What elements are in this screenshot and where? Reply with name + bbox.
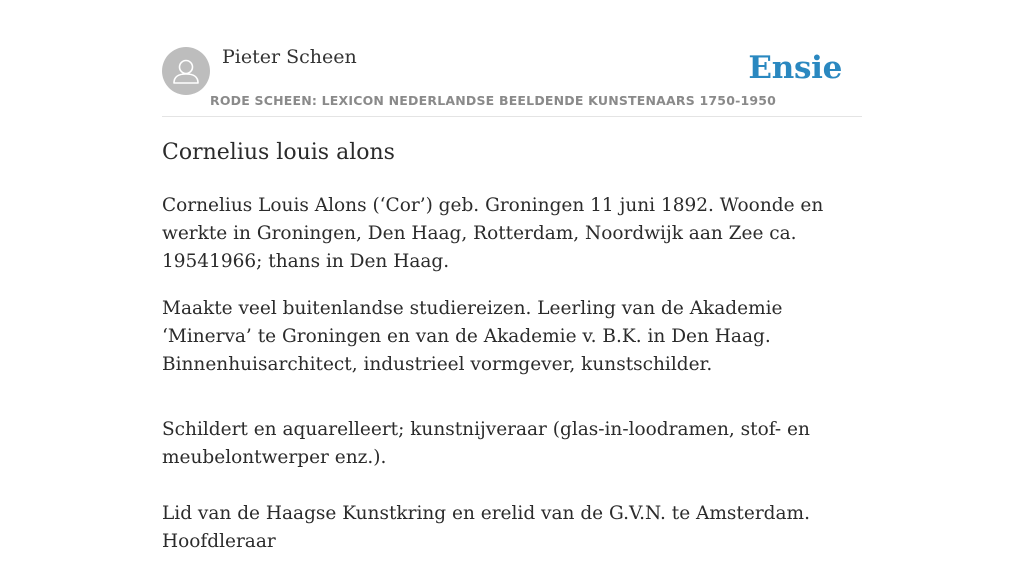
article-title: Cornelius louis alons [162,140,395,165]
author-avatar[interactable] [162,47,210,95]
source-title[interactable]: RODE SCHEEN: LEXICON NEDERLANDSE BEELDENDE KUNSTENAARS 1750-1950 [210,93,777,108]
article-body [162,192,862,575]
author-name[interactable]: Pieter Scheen [222,46,357,68]
paragraph: Maakte veel buitenlandse studiereizen. Leerling van de Akademie ‘Minerva’ te Groningen en van de Akademie v. B.K. in Den Haag. Binnenhuisarchitect, industrieel vormgever, kunstschilder. [162,298,783,375]
article-header [162,40,862,117]
paragraph: Cornelius Louis Alons (‘Cor’) geb. Groningen 11 juni 1892. Woonde en werkte in Groningen, Den Haag, Rotterdam, Noordwijk aan Zee ca. 19541966; thans in Den Haag. [162,195,824,272]
ensie-logo[interactable]: Ensie [748,50,842,86]
paragraph: Lid van de Haagse Kunstkring en erelid van de G.V.N. te Amsterdam. Hoofdleraar [162,503,810,552]
paragraph: Schildert en aquarelleert; kunstnijveraar (glas-in-loodramen, stof- en meubelontwerper enz.). [162,419,810,468]
user-silhouette-icon [162,47,210,95]
